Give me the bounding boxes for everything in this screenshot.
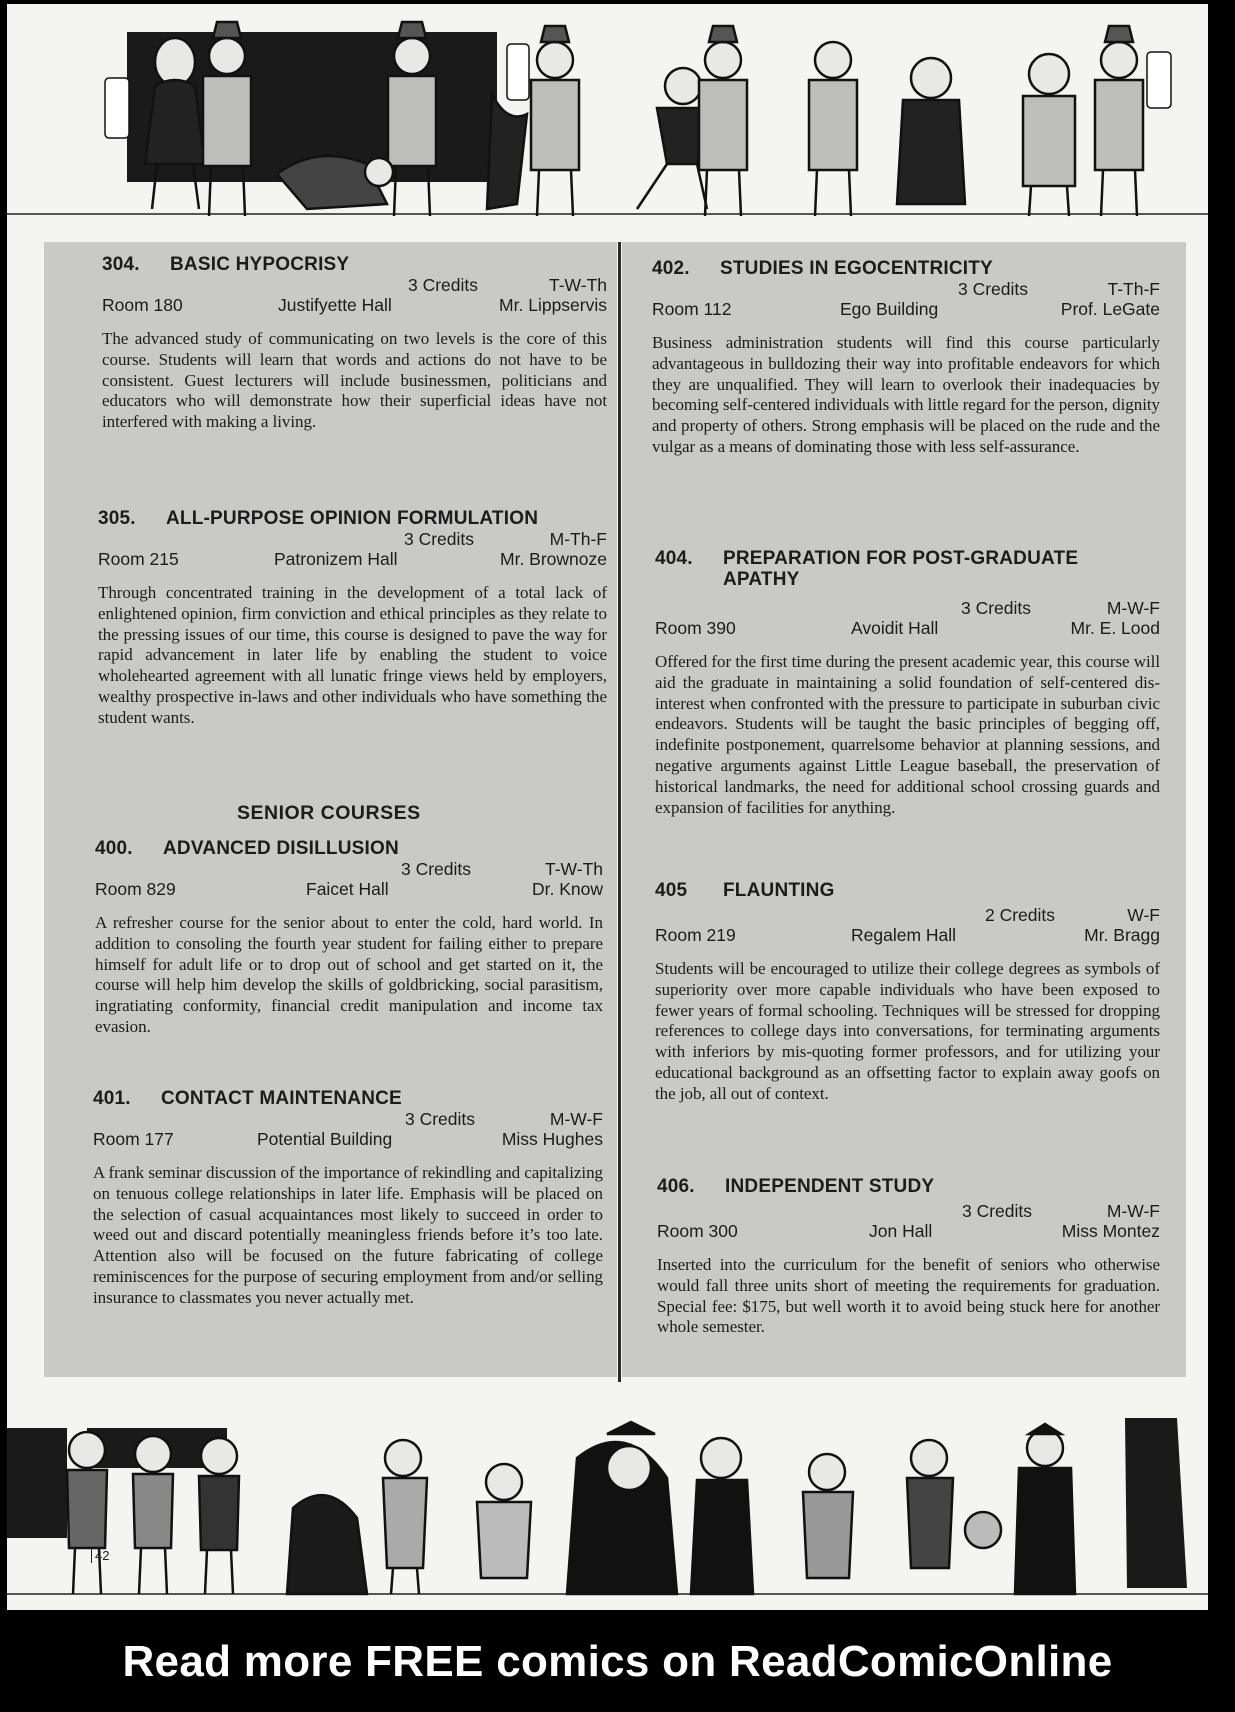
course-room: Room 300 xyxy=(657,1221,738,1241)
course-description: Offered for the first time during the present academic year, this course will aid the graduate in maintaining a solid foundation of self-centered dis-interest when confronted with the pressure to participate in suburban civic endeavors. Students will be taught the basic principles of begging off, indefinite postponement, quarrelsome behavior at planning sessions, and negative arguments against Little League baseball, the preservation of historical landmarks, the need for additional school crossing guards and expansion of facilities for anything. xyxy=(655,652,1160,817)
course-description: Business administration students will find this course particularly advantageous in bulldozing their way into profitable endeavors for which they are unqualified. They will learn to overlook their inadequacies by becoming self-centered individuals with little regard for the person, dignity and property of others. Strong emphasis will be placed on the rude and the vulgar as a means of dominating those with less self-assurance. xyxy=(652,333,1160,456)
course-building: Avoidit Hall xyxy=(851,618,939,638)
course-room: Room 180 xyxy=(102,295,183,315)
course-days: M-W-F xyxy=(1106,1201,1160,1221)
course-title: FLAUNTING xyxy=(723,880,835,901)
course-400 xyxy=(95,838,603,1055)
course-room: Room 390 xyxy=(655,618,736,638)
course-room: Room 177 xyxy=(93,1129,174,1149)
course-description: Through concentrated training in the development of a total lack of enlightened opinion, firm conviction and ethical principles as they relate to the pressing issues of our time, this course is designed to pave the way for rapid advancement in later life by enabling the student to voice wholehearted agreement with all lunatic fringe views held by employers, wealthy prospective in-laws and other individuals who have something the student wants. xyxy=(98,583,607,727)
top-cartoon-illustration xyxy=(7,4,1208,240)
course-description: A frank seminar discussion of the importance of rekindling and capitalizing on tenuous college relationships in later life. Emphasis will be placed on the selection of casual acquaintances most likely to succeed in order to weed out and discard potentially meaningless friends before it’s too late. Attention also will be focused on the future fabricating of college reminiscences for the purpose of securing employment from and/or selling insurance to classmates you never actually met. xyxy=(93,1163,603,1307)
course-description: Students will be encouraged to utilize their college degrees as symbols of superiority over more capable individuals who have been exposed to fewer years of formal schooling. Techniques will be stressed for dropping references to college days into conversations, for terminating arguments with inferiors by mis-quoting former professors, and for utilizing your educational background as an offsetting factor to explain away goofs on the job, all out of context. xyxy=(655,959,1160,1103)
course-number: 401. xyxy=(93,1088,131,1109)
course-description: A refresher course for the senior about to enter the cold, hard world. In addition to consoling the fourth year student for failing either to prepare himself for adult life or to drop out of school and get started on it, the course will help him develop the skills of goldbricking, social parasitism, ingratiating conformity, financial credit manipulation and income tax evasion. xyxy=(95,913,603,1036)
course-heading xyxy=(657,1176,1160,1197)
course-meta xyxy=(655,905,1160,947)
course-days: M-Th-F xyxy=(549,529,607,549)
course-title: CONTACT MAINTENANCE xyxy=(161,1088,402,1109)
course-days: T-Th-F xyxy=(1107,279,1160,299)
course-meta xyxy=(102,275,607,317)
course-401 xyxy=(93,1088,603,1326)
course-building: Patronizem Hall xyxy=(274,549,398,569)
course-instructor: Mr. Lippservis xyxy=(499,295,607,315)
course-building: Faicet Hall xyxy=(306,879,389,899)
course-credits: 3 Credits xyxy=(408,275,479,295)
course-304 xyxy=(102,254,607,450)
course-heading xyxy=(655,548,1125,590)
course-room: Room 219 xyxy=(655,925,736,945)
course-405 xyxy=(655,880,1160,1122)
course-instructor: Miss Hughes xyxy=(501,1129,603,1149)
course-meta xyxy=(657,1201,1160,1243)
course-number: 406. xyxy=(657,1176,695,1197)
course-number: 400. xyxy=(95,838,133,859)
course-meta xyxy=(655,598,1160,640)
course-heading xyxy=(93,1088,603,1109)
course-building: Regalem Hall xyxy=(851,925,957,945)
course-number: 305. xyxy=(98,508,136,529)
course-406 xyxy=(657,1176,1160,1355)
footer-banner: Read more FREE comics on ReadComicOnline xyxy=(122,1637,1113,1686)
course-instructor: Dr. Know xyxy=(532,879,603,899)
page-number: 42 xyxy=(91,1548,109,1563)
bottom-cartoon-illustration xyxy=(7,1398,1208,1610)
course-instructor: Miss Montez xyxy=(1061,1221,1160,1241)
course-title: PREPARATION FOR POST-GRADUATE APATHY xyxy=(723,548,1079,590)
course-credits: 3 Credits xyxy=(401,859,472,879)
course-room: Room 112 xyxy=(652,299,732,319)
course-credits: 3 Credits xyxy=(405,1109,476,1129)
course-credits: 3 Credits xyxy=(961,598,1032,618)
course-title: INDEPENDENT STUDY xyxy=(725,1176,935,1197)
course-credits: 2 Credits xyxy=(985,905,1056,925)
course-building: Jon Hall xyxy=(869,1221,933,1241)
course-meta xyxy=(95,859,603,901)
course-credits: 3 Credits xyxy=(404,529,475,549)
column-divider xyxy=(618,242,621,1382)
course-building: Ego Building xyxy=(840,299,939,319)
course-number: 404. xyxy=(655,548,693,569)
course-305 xyxy=(98,508,607,746)
course-days: M-W-F xyxy=(1106,598,1160,618)
course-heading xyxy=(102,254,607,275)
course-meta xyxy=(98,529,607,571)
course-days: T-W-Th xyxy=(544,859,603,879)
magazine-page xyxy=(7,4,1208,1610)
course-404 xyxy=(655,548,1160,835)
course-meta xyxy=(652,279,1160,321)
course-number: 304. xyxy=(102,254,140,275)
course-meta xyxy=(93,1109,603,1151)
course-title: ALL-PURPOSE OPINION FORMULATION xyxy=(166,508,539,529)
course-days: M-W-F xyxy=(549,1109,603,1129)
course-room: Room 215 xyxy=(98,549,179,569)
course-number: 402. xyxy=(652,258,690,279)
course-building: Justifyette Hall xyxy=(278,295,392,315)
course-days: W-F xyxy=(1127,905,1160,925)
course-instructor: Prof. LeGate xyxy=(1060,299,1160,319)
course-days: T-W-Th xyxy=(548,275,607,295)
course-heading xyxy=(95,838,603,859)
course-heading xyxy=(652,258,1160,279)
course-402 xyxy=(652,258,1160,475)
course-title: STUDIES IN EGOCENTRICITY xyxy=(720,258,993,279)
course-building: Potential Building xyxy=(257,1129,393,1149)
course-credits: 3 Credits xyxy=(958,279,1029,299)
course-credits: 3 Credits xyxy=(962,1201,1033,1221)
course-heading xyxy=(98,508,607,529)
course-number: 405 xyxy=(655,880,688,901)
course-instructor: Mr. Bragg xyxy=(1084,925,1160,945)
course-heading xyxy=(655,880,1160,901)
course-room: Room 829 xyxy=(95,879,176,899)
course-description: Inserted into the curriculum for the benefit of seniors who otherwise would fall three units short of meeting the requirements for graduation. Special fee: $175, but well worth it to avoid being stuck here for another whole semester. xyxy=(657,1255,1160,1337)
course-instructor: Mr. E. Lood xyxy=(1070,618,1160,638)
section-heading-senior-courses: SENIOR COURSES xyxy=(237,802,421,824)
course-instructor: Mr. Brownoze xyxy=(500,549,607,569)
course-title: BASIC HYPOCRISY xyxy=(170,254,350,275)
course-description: The advanced study of communicating on two levels is the core of this course. Students will learn that words and actions do not have to be consistent. Guest lecturers will include businessmen, politicians and educators who will demonstrate how their superficial ideas have not interfered with making a living. xyxy=(102,329,607,432)
course-title: ADVANCED DISILLUSION xyxy=(163,838,399,859)
